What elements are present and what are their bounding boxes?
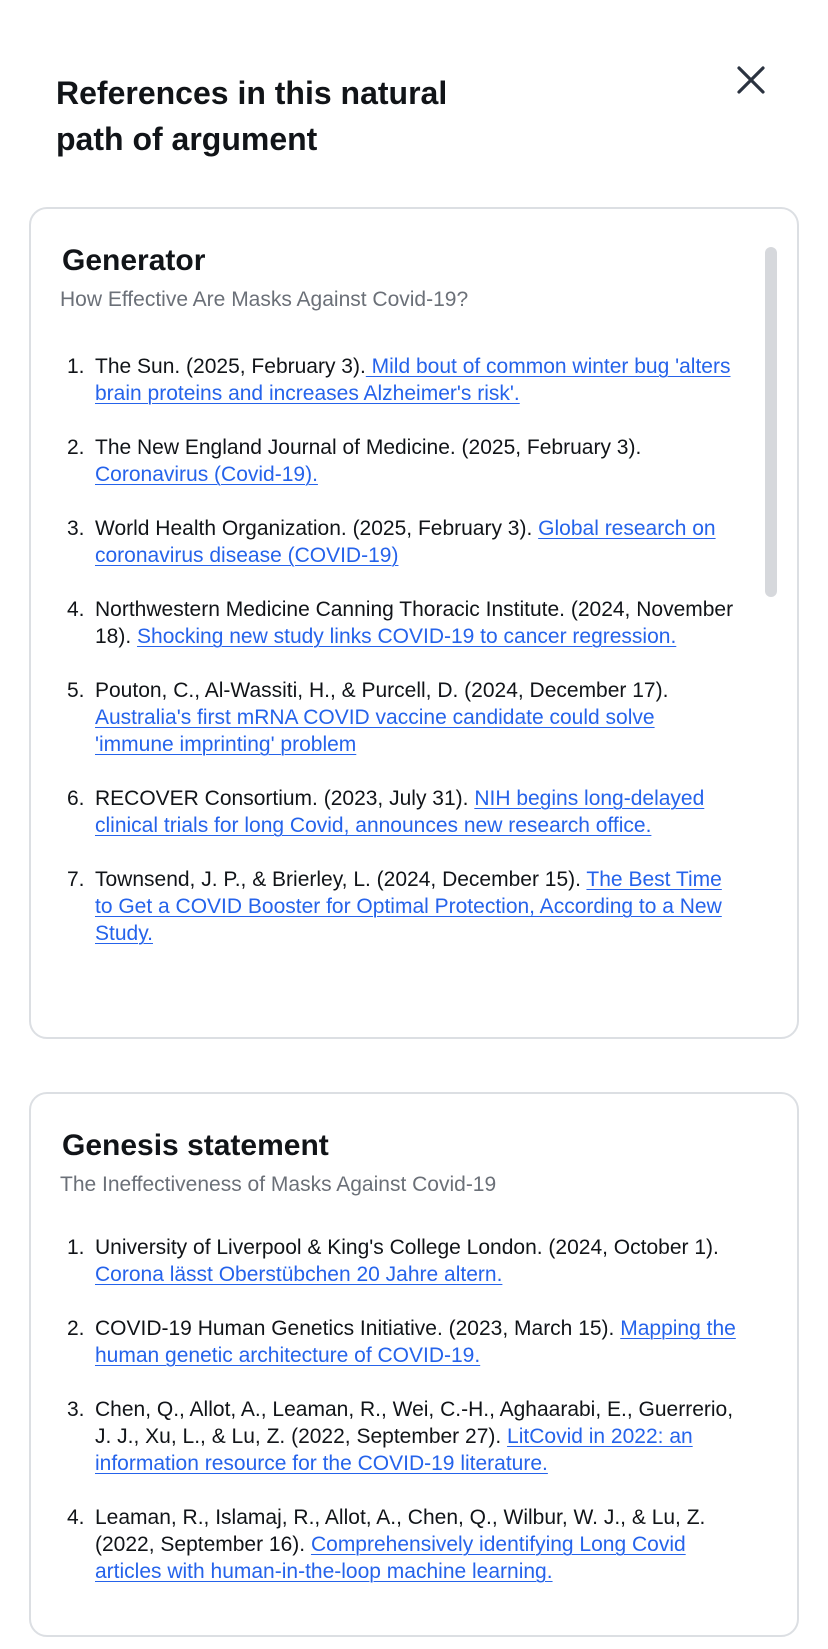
reference-link[interactable]: LitCovid in 2022: an information resource for the COVID-19 literature. [95,1425,693,1475]
reference-text: The Sun. (2025, February 3). [95,355,366,378]
reference-text: The New England Journal of Medicine. (2025, February 3). [95,436,642,459]
reference-link[interactable]: Australia's first mRNA COVID vaccine candidate could solve 'immune imprinting' problem [95,706,655,756]
reference-item [61,1234,737,1288]
genesis-scroll-area[interactable] [31,1094,797,1635]
reference-text: RECOVER Consortium. (2023, July 31). [95,787,475,810]
reference-number: 5. [67,679,85,702]
reference-number: 4. [67,1506,85,1529]
reference-item [61,1315,737,1369]
section-title: Genesis statement [62,1129,329,1162]
close-icon [731,60,771,100]
reference-item [61,677,737,758]
reference-item [61,596,737,650]
reference-text: Chen, Q., Allot, A., Leaman, R., Wei, C.-H., Aghaarabi, E., Guerrerio, J. J., Xu, L., & Lu, Z. (2022, September 27). [95,1398,734,1448]
page-title: References in this natural path of argument [56,75,448,157]
reference-link[interactable]: Mapping the human genetic architecture of COVID-19. [95,1317,736,1367]
reference-item [61,866,737,947]
reference-number: 3. [67,517,85,540]
reference-text: Townsend, J. P., & Brierley, L. (2024, December 15). [95,868,587,891]
reference-item [61,434,737,488]
reference-link[interactable]: Shocking new study links COVID-19 to cancer regression. [137,625,677,648]
scrollbar-thumb[interactable] [765,247,777,597]
reference-number: 7. [67,868,85,891]
reference-link[interactable]: Mild bout of common winter bug 'alters brain proteins and increases Alzheimer's risk'. [95,355,731,405]
reference-item [61,353,737,407]
reference-number: 4. [67,598,85,621]
reference-number: 1. [67,355,85,378]
reference-link[interactable]: Comprehensively identifying Long Covid articles with human-in-the-loop machine learning. [95,1533,686,1583]
reference-text: COVID-19 Human Genetics Initiative. (2023, March 15). [95,1317,621,1340]
reference-item [61,1504,737,1585]
reference-text: Northwestern Medicine Canning Thoracic Institute. (2024, November 18). [95,598,734,648]
reference-link[interactable]: The Best Time to Get a COVID Booster for Optimal Protection, According to a New Study. [95,868,722,945]
reference-number: 3. [67,1398,85,1421]
reference-text: Pouton, C., Al-Wassiti, H., & Purcell, D. (2024, December 17). [95,679,669,702]
reference-number: 1. [67,1236,85,1259]
genesis-statement-card [29,1092,799,1637]
reference-link[interactable]: Global research on coronavirus disease (COVID-19) [95,517,716,567]
reference-list [61,353,737,947]
reference-item [61,515,737,569]
reference-link[interactable]: NIH begins long-delayed clinical trials for long Covid, announces new research office. [95,787,705,837]
reference-item [61,1396,737,1477]
reference-list [61,1234,737,1585]
reference-number: 2. [67,436,85,459]
reference-link[interactable]: Coronavirus (Covid-19). [95,463,318,486]
generator-scroll-area[interactable] [31,209,797,1037]
reference-text: Leaman, R., Islamaj, R., Allot, A., Chen, Q., Wilbur, W. J., & Lu, Z. (2022, September 16). [95,1506,706,1556]
close-button[interactable] [731,60,771,100]
generator-card [29,207,799,1039]
reference-number: 2. [67,1317,85,1340]
reference-link[interactable]: Corona lässt Oberstübchen 20 Jahre altern. [95,1263,503,1286]
section-title: Generator [62,244,206,277]
reference-text: World Health Organization. (2025, February 3). [95,517,539,540]
reference-number: 6. [67,787,85,810]
section-subtitle: The Ineffectiveness of Masks Against Covid-19 [60,1173,497,1196]
reference-text: University of Liverpool & King's College London. (2024, October 1). [95,1236,719,1259]
reference-item [61,785,737,839]
section-subtitle: How Effective Are Masks Against Covid-19? [60,288,469,311]
